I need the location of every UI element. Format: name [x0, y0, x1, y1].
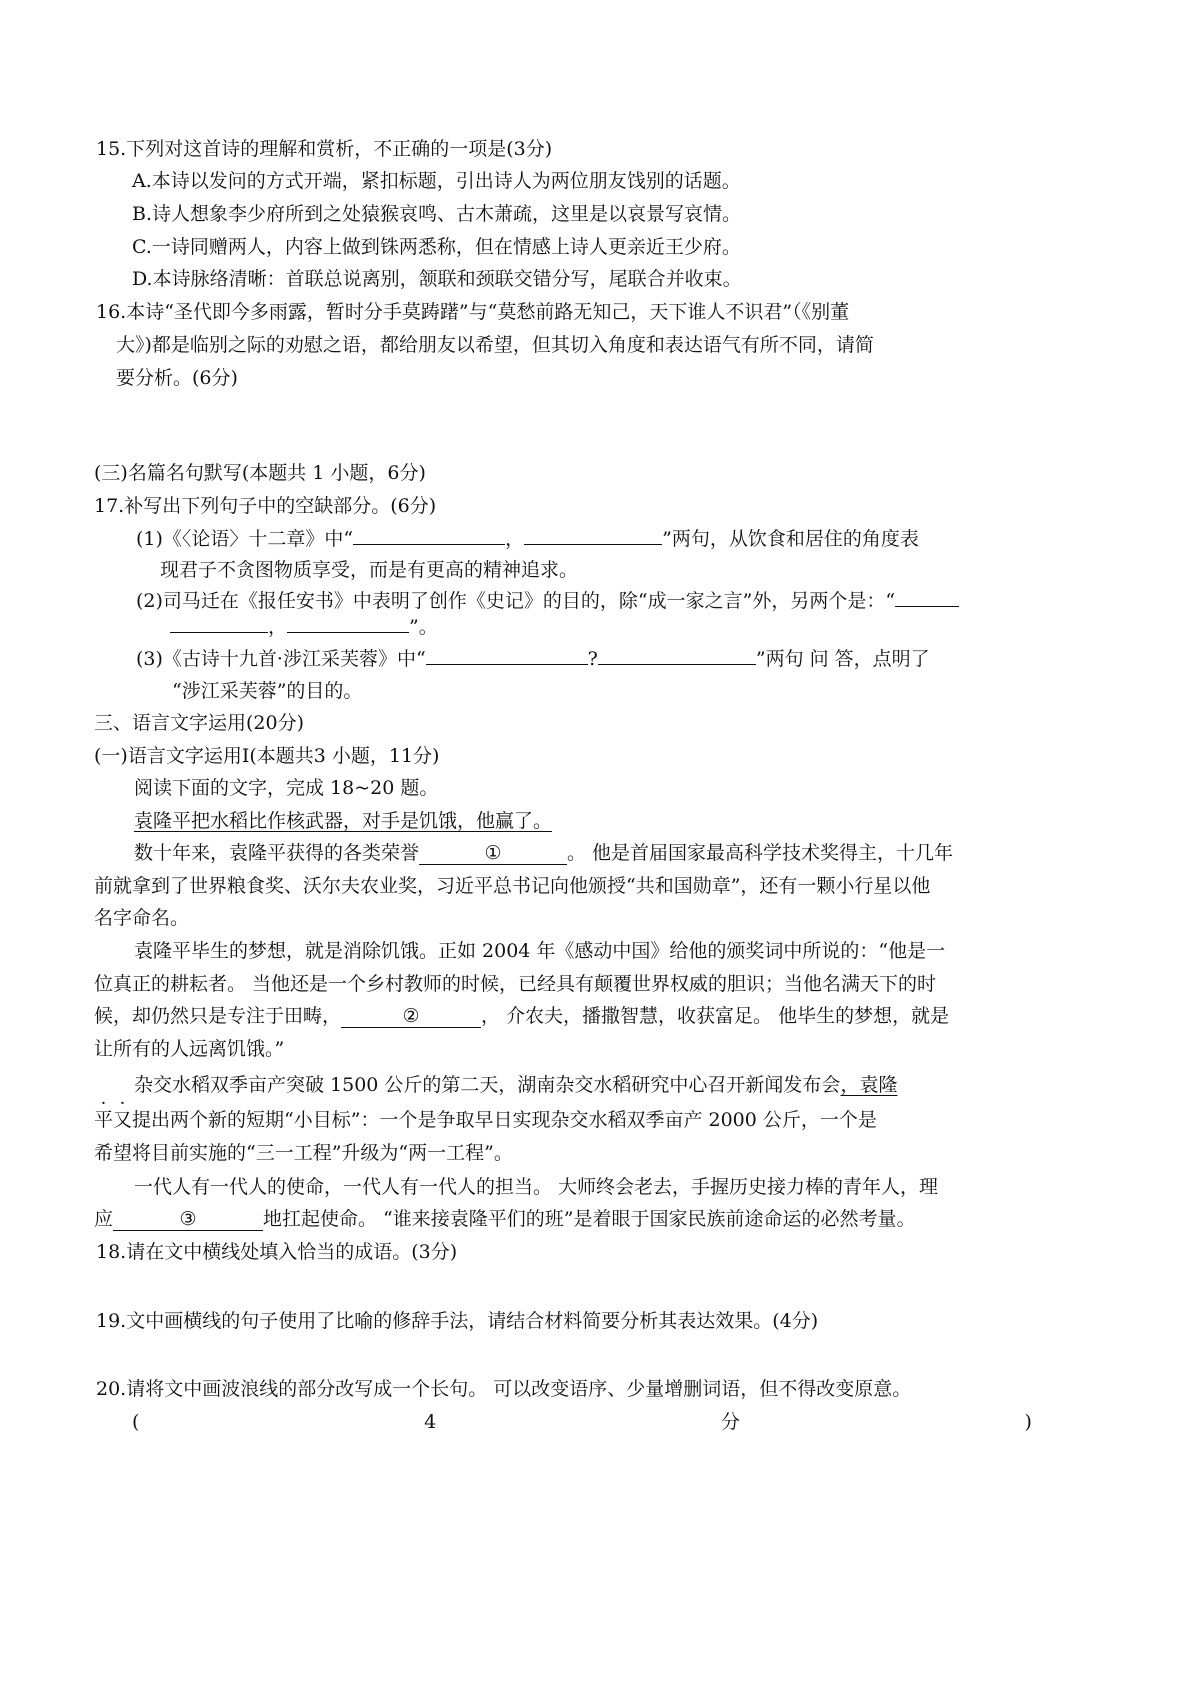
q17-1-comma: ，: [505, 528, 525, 550]
q17-2-blank-a[interactable]: [895, 606, 959, 607]
q15-option-d: D.本诗脉络清晰：首联总说离别，颔联和颈联交错分写，尾联合并收束。: [132, 268, 742, 290]
q17-2-blank-c[interactable]: [287, 632, 409, 633]
q17-2-text-a: (2)司马迁在《报任安书》中表明了创作《史记》的目的，除“成一家之言”外，另两个是：“: [136, 590, 896, 612]
q17-3-line-1: [136, 646, 930, 672]
passage-p3-line-1: [134, 1072, 897, 1098]
q20-score-number: 4: [424, 1411, 437, 1433]
q17-1-line-2: 现君子不贪图物质享受，而是有更高的精神追求。: [160, 559, 579, 581]
q17-3-text-a: (3)《古诗十九首·涉江采芙蓉》中“: [136, 648, 426, 670]
q16-line-1: 16.本诗“圣代即今多雨露，暂时分手莫踌躇”与“莫愁前路无知己，天下谁人不识君”（《别董: [96, 301, 850, 323]
q20-score-open: (: [132, 1411, 140, 1433]
q15-stem: 15.下列对这首诗的理解和赏析，不正确的一项是(3分): [96, 138, 553, 160]
q17-3-blank-b[interactable]: [598, 664, 756, 665]
q17-3-line-2: “涉江采芙蓉”的目的。: [172, 680, 363, 702]
q17-1-line-1: [136, 526, 919, 552]
passage-p2-line-1: 袁隆平毕生的梦想，就是消除饥饿。正如 2004 年《感动中国》给他的颁奖词中所说的：“他是一: [134, 940, 946, 962]
q20-score-close: ): [1024, 1411, 1032, 1433]
q17-2-comma: ，: [268, 616, 288, 638]
passage-p4-line-1: 一代人有一代人的使命，一代人有一代人的担当。 大师终会老去，手握历史接力棒的青年人，理: [134, 1176, 939, 1198]
passage-p1-line-3: 名字命名。: [94, 907, 190, 929]
part-3-sub-heading: (一)语言文字运用Ⅰ(本题共3 小题，11分): [94, 745, 440, 767]
reading-intro: 阅读下面的文字，完成 18~20 题。: [134, 777, 439, 799]
q16-line-2: 大》)都是临别之际的劝慰之语，都给朋友以希望，但其切入角度和表达语气有所不同，请简: [116, 334, 874, 356]
p4-text-a: 应: [94, 1208, 114, 1230]
passage-p1-line-2: 前就拿到了世界粮食奖、沃尔夫农业奖，习近平总书记向他颁授“共和国勋章”，还有一颗小行星以他: [94, 875, 931, 897]
passage-p3-line-3: 希望将目前实施的“三一工程”升级为“两一工程”。: [94, 1142, 513, 1164]
q15-option-c: C.一诗同赠两人，内容上做到铢两悉称，但在情感上诗人更亲近王少府。: [132, 236, 741, 258]
p3-text-a: 杂交水稻双季亩产突破 1500 公斤的第二天，湖南杂交水稻研究中心召开新闻发布会: [134, 1074, 841, 1096]
q17-stem: 17.补写出下列句子中的空缺部分。(6分): [94, 495, 437, 517]
q19-stem: 19.文中画横线的句子使用了比喻的修辞手法，请结合材料简要分析其表达效果。(4分): [96, 1310, 819, 1332]
q17-1-blank-a[interactable]: [353, 544, 505, 545]
passage-p2-line-3: [94, 1003, 949, 1029]
q20-score-unit: 分: [720, 1411, 740, 1433]
q17-2-blank-b[interactable]: [170, 632, 268, 633]
passage-p2-line-2: 位真正的耕耘者。 当他还是一个乡村教师的时候，已经具有颠覆世界权威的胆识；当他名满天下的时: [94, 973, 937, 995]
q15-option-a: A.本诗以发问的方式开端，紧扣标题，引出诗人为两位朋友饯别的话题。: [132, 170, 741, 192]
p3-dotted-char-1: 平: [94, 1109, 114, 1131]
p3-text-b: ，袁隆: [840, 1074, 898, 1096]
q17-2-line-2: [170, 614, 438, 640]
part-3-heading: 三、语言文字运用(20分): [94, 712, 305, 734]
q20-stem: 20.请将文中画波浪线的部分改写成一个长句。 可以改变语序、少量增删词语，但不得改变原意。: [96, 1378, 912, 1400]
passage-p3-line-2: [94, 1107, 877, 1133]
section-3-heading: (三)名篇名句默写(本题共 1 小题，6分): [94, 462, 426, 484]
p3-dotted-char-2: 又: [113, 1109, 133, 1131]
q18-stem: 18.请在文中横线处填入恰当的成语。(3分): [96, 1241, 458, 1263]
p1-text-b: 。 他是首届国家最高科学技术奖得主，十几年: [567, 842, 954, 864]
blank-3[interactable]: ③: [113, 1208, 263, 1231]
passage-p1-line-1: [134, 840, 953, 866]
q17-3-blank-a[interactable]: [426, 664, 588, 665]
q20-score: [132, 1409, 1032, 1435]
q17-2-close: ”。: [409, 616, 438, 638]
p2-text-a: 候，却仍然只是专注于田畴，: [94, 1005, 342, 1027]
q15-option-b: B.诗人想象李少府所到之处猿猴哀鸣、古木萧疏，这里是以哀景写哀情。: [132, 203, 742, 225]
q17-1-blank-b[interactable]: [524, 544, 662, 545]
passage-p2-line-4: 让所有的人远离饥饿。”: [94, 1038, 285, 1060]
passage-p4-line-2: [94, 1206, 915, 1232]
q17-2-line-1: [136, 588, 959, 614]
q16-line-3: 要分析。(6分): [116, 367, 238, 389]
p2-text-b: ， 介农夫，播撒智慧，收获富足。 他毕生的梦想，就是: [481, 1005, 950, 1027]
blank-1[interactable]: ①: [419, 842, 567, 865]
p4-text-b: 地扛起使命。 “谁来接袁隆平们的班”是着眼于国家民族前途命运的必然考量。: [263, 1208, 916, 1230]
p1-text-a: 数十年来，袁隆平获得的各类荣誉: [134, 842, 420, 864]
p3-text-c: 提出两个新的短期“小目标”：一个是争取早日实现杂交水稻双季亩产 2000 公斤，一个是: [132, 1109, 877, 1131]
q17-3-question: ?: [587, 648, 598, 670]
q17-1-text-c: ”两句，从饮食和居住的角度表: [662, 528, 919, 550]
blank-2[interactable]: ②: [341, 1005, 481, 1028]
q17-1-text-a: (1)《〈论语〉十二章》中“: [136, 528, 354, 550]
passage-title: 袁隆平把水稻比作核武器，对手是饥饿，他赢了。: [134, 810, 553, 832]
q17-3-text-c: ”两句 问 答，点明了: [755, 648, 930, 670]
